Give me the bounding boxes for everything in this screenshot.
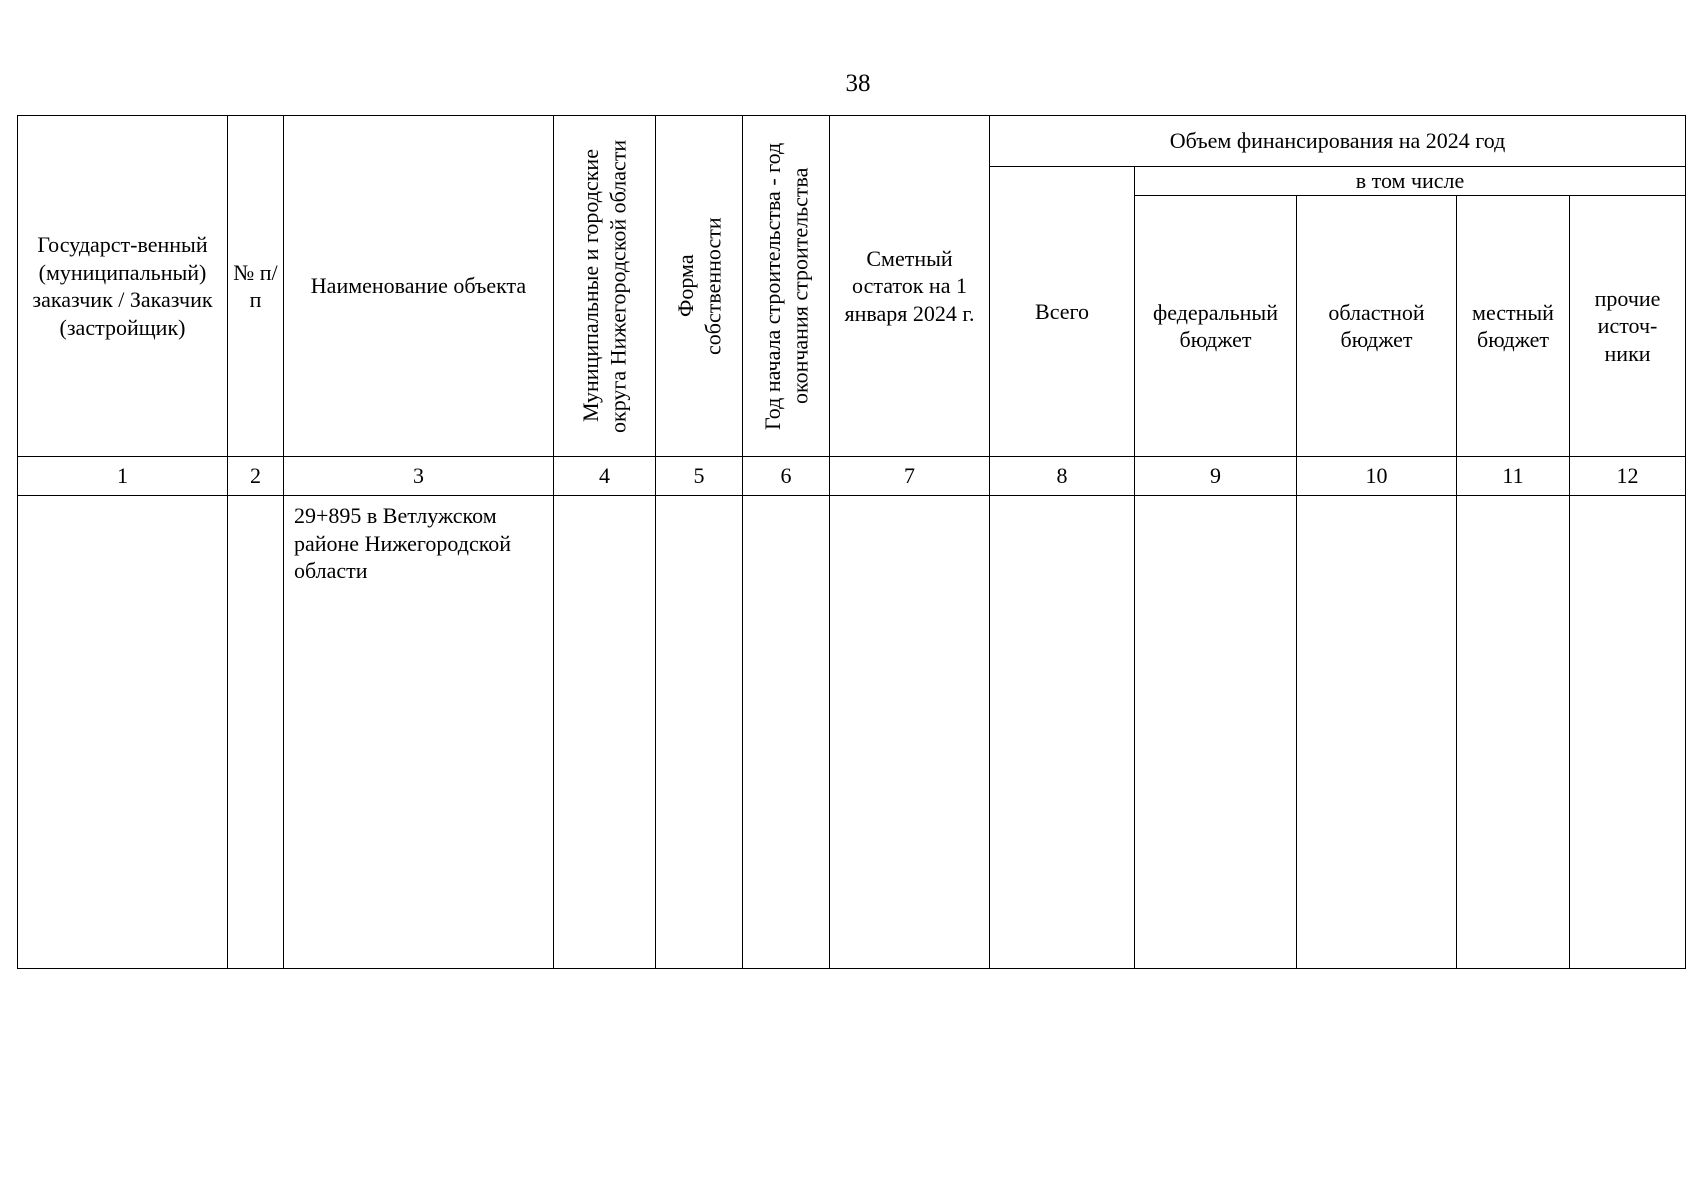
header-funding-group: Объем финансирования на 2024 год (990, 116, 1686, 167)
header-row-1 (18, 116, 1686, 167)
cell-local (1457, 496, 1570, 969)
cell-district (554, 496, 656, 969)
header-years (743, 116, 830, 457)
header-balance: Сметный остаток на 1 января 2024 г. (830, 116, 990, 457)
column-number-row (18, 457, 1686, 496)
header-customer: Государст-венный (муниципальный) заказчик / Заказчик (застройщик) (18, 116, 228, 457)
header-total: Всего (990, 167, 1135, 457)
column-number: 11 (1457, 457, 1570, 496)
funding-table (17, 115, 1686, 969)
column-number: 5 (656, 457, 743, 496)
column-number: 4 (554, 457, 656, 496)
cell-balance (830, 496, 990, 969)
cell-ownership (656, 496, 743, 969)
header-number: № п/п (228, 116, 284, 457)
column-number: 1 (18, 457, 228, 496)
header-regional: областной бюджет (1297, 196, 1457, 457)
cell-years (743, 496, 830, 969)
column-number: 6 (743, 457, 830, 496)
column-number: 10 (1297, 457, 1457, 496)
header-including: в том числе (1135, 167, 1686, 196)
cell-number (228, 496, 284, 969)
header-local: местный бюджет (1457, 196, 1570, 457)
page-number: 38 (845, 70, 871, 97)
column-number: 2 (228, 457, 284, 496)
cell-regional (1297, 496, 1457, 969)
header-districts-text: Муниципальные и городские округа Нижегородской области (578, 139, 631, 433)
header-districts (554, 116, 656, 457)
cell-other (1570, 496, 1686, 969)
cell-federal (1135, 496, 1297, 969)
column-number: 8 (990, 457, 1135, 496)
header-federal: федеральный бюджет (1135, 196, 1297, 457)
header-other: прочие источ-ники (1570, 196, 1686, 457)
header-ownership (656, 116, 743, 457)
header-ownership-text: Форма собственности (672, 217, 725, 355)
cell-total (990, 496, 1135, 969)
header-object-name: Наименование объекта (284, 116, 554, 457)
column-number: 12 (1570, 457, 1686, 496)
header-years-text: Год начала строительства - год окончания строительства (759, 142, 812, 430)
column-number: 7 (830, 457, 990, 496)
cell-customer (18, 496, 228, 969)
table-row (18, 496, 1686, 969)
column-number: 3 (284, 457, 554, 496)
cell-object-name: 29+895 в Ветлужском районе Нижегородской области (284, 496, 554, 969)
column-number: 9 (1135, 457, 1297, 496)
